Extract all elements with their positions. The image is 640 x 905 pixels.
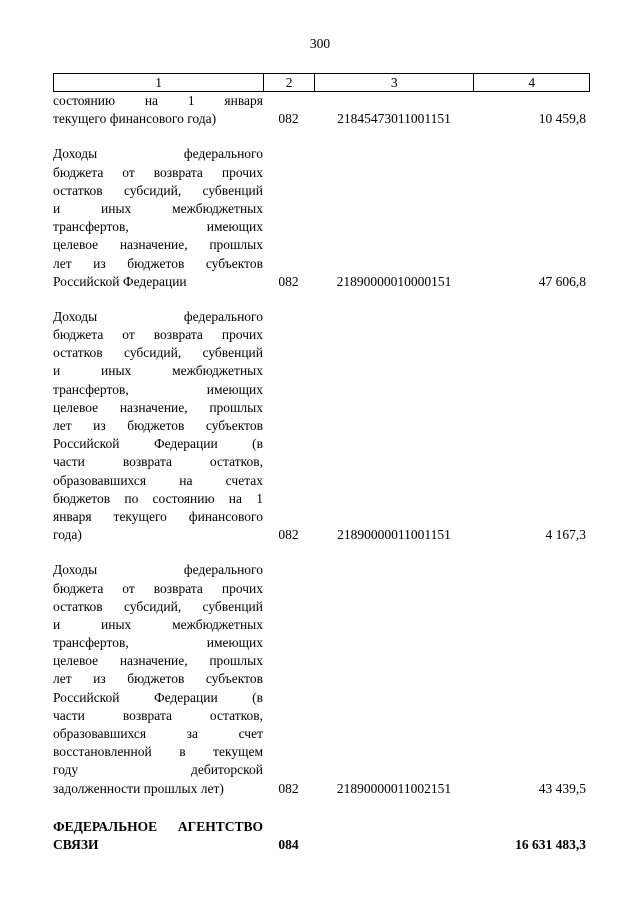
description-line: и иных межбюджетных	[53, 616, 263, 632]
table-row	[53, 818, 590, 854]
description-line: Российской Федерации (в	[53, 689, 263, 705]
description-line: остатков субсидий, субвенций	[53, 598, 263, 614]
row-amount: 4 167,3	[545, 527, 586, 543]
row-description	[53, 818, 263, 854]
row-amount: 43 439,5	[538, 780, 586, 796]
row-admin-code: 084	[278, 836, 299, 852]
description-line: СВЯЗИ	[53, 836, 99, 852]
row-admin-code: 082	[278, 780, 299, 796]
description-line: трансфертов, имеющих	[53, 219, 263, 235]
description-line: и иных межбюджетных	[53, 363, 263, 379]
row-description	[53, 308, 263, 544]
row-amount: 16 631 483,3	[515, 836, 586, 852]
table-row	[53, 92, 590, 128]
description-line: части возврата остатков,	[53, 707, 263, 723]
header-col-1: 1	[155, 75, 162, 90]
row-budget-code: 21890000011001151	[337, 527, 451, 543]
description-line: и иных межбюджетных	[53, 200, 263, 216]
revenue-table	[53, 73, 590, 854]
description-line: трансфертов, имеющих	[53, 381, 263, 397]
description-line: бюджета от возврата прочих	[53, 164, 263, 180]
page-number: 300	[309, 36, 331, 51]
description-line: целевое назначение, прошлых	[53, 237, 263, 253]
row-admin-code: 082	[278, 273, 299, 289]
table-header	[53, 73, 590, 92]
description-line: лет из бюджетов субъектов	[53, 671, 263, 687]
description-line: восстановленной в текущем	[53, 744, 263, 760]
description-line: лет из бюджетов субъектов	[53, 418, 263, 433]
description-line: Доходы федерального	[53, 308, 263, 324]
row-admin-code: 082	[278, 111, 299, 127]
description-line: части возврата остатков,	[53, 454, 263, 470]
row-amount: 10 459,8	[538, 111, 586, 127]
header-col-3: 3	[314, 74, 473, 91]
row-budget-code: 21890000010000151	[336, 273, 452, 289]
description-line: ФЕДЕРАЛЬНОЕ АГЕНТСТВО	[53, 818, 263, 834]
header-col-2: 2	[263, 74, 314, 91]
description-line: состоянию на 1 января	[53, 93, 263, 108]
description-line: Доходы федерального	[53, 562, 263, 578]
table-row	[53, 308, 590, 544]
row-amount: 47 606,8	[538, 273, 586, 289]
description-line: трансфертов, имеющих	[53, 635, 263, 651]
row-description	[53, 145, 263, 291]
description-line: бюджета от возврата прочих	[53, 580, 263, 596]
description-line: остатков субсидий, субвенций	[53, 182, 263, 198]
description-line: января текущего финансового	[53, 508, 263, 524]
description-line: образовавшихся на счетах	[53, 472, 263, 488]
description-line: целевое назначение, прошлых	[53, 399, 263, 415]
header-col-4: 4	[473, 74, 589, 91]
description-line: года)	[53, 527, 82, 543]
description-line: остатков субсидий, субвенций	[53, 345, 263, 361]
row-admin-code: 082	[278, 527, 299, 543]
description-line: целевое назначение, прошлых	[53, 653, 263, 669]
table-row	[53, 561, 590, 797]
description-line: лет из бюджетов субъектов	[53, 255, 263, 271]
description-line: году дебиторской	[53, 762, 263, 778]
description-line: образовавшихся за счет	[53, 726, 263, 741]
row-description	[53, 92, 263, 128]
description-line: Российской Федерации	[53, 273, 187, 289]
description-line: Российской Федерации (в	[53, 436, 263, 452]
row-budget-code: 21845473011001151	[337, 111, 451, 127]
table-row	[53, 145, 590, 291]
description-line: бюджета от возврата прочих	[53, 327, 263, 343]
description-line: бюджетов по состоянию на 1	[53, 490, 263, 506]
description-line: текущего финансового года)	[53, 111, 217, 127]
description-line: задолженности прошлых лет)	[53, 780, 224, 796]
table-body	[53, 92, 590, 854]
description-line: Доходы федерального	[53, 146, 263, 162]
row-description	[53, 561, 263, 797]
row-budget-code: 21890000011002151	[336, 780, 452, 796]
